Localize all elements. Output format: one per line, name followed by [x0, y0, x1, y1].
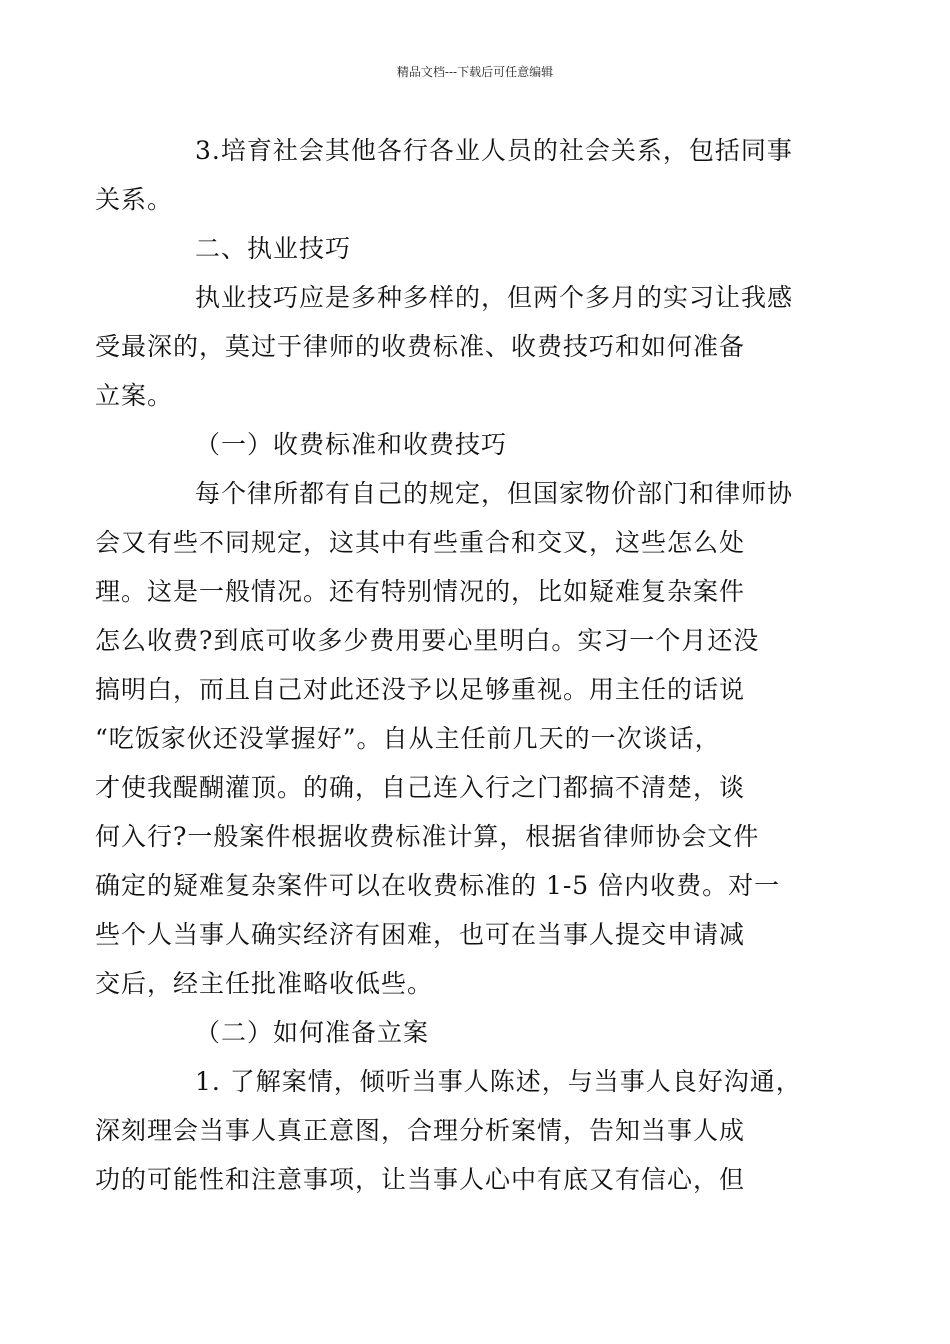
- text-line: 理。这是一般情况。还有特别情况的，比如疑难复杂案件: [95, 577, 746, 606]
- text-line: 关系。: [95, 185, 174, 214]
- text-line: 每个律所都有自己的规定，但国家物价部门和律师协: [195, 479, 794, 508]
- text-line: 些个人当事人确实经济有困难，也可在当事人提交申请减: [95, 920, 746, 949]
- paragraph-social-relations: [95, 126, 810, 224]
- text-line: 功的可能性和注意事项，让当事人心中有底又有信心，但: [95, 1165, 746, 1194]
- text-line: 才使我醍醐灌顶。的确，自己连入行之门都搞不清楚，谈: [95, 773, 746, 802]
- subsection-heading-fee-standards: [145, 420, 810, 469]
- document-body: [95, 126, 810, 1204]
- text-line: 3.培育社会其他各行各业人员的社会关系，包括同事: [195, 136, 793, 165]
- text-line: 1. 了解案情，倾听当事人陈述，与当事人良好沟通，: [195, 1067, 802, 1096]
- text-line: 何入行?一般案件根据收费标准计算，根据省律师协会文件: [95, 822, 760, 851]
- text-line: 交后，经主任批准略收低些。: [95, 969, 434, 998]
- page-header: 精品文档---下载后可任意编辑: [396, 65, 554, 79]
- text-line: （二）如何准备立案: [195, 1018, 430, 1047]
- text-line: 深刻理会当事人真正意图，合理分析案情，告知当事人成: [95, 1116, 746, 1145]
- paragraph-practice-skills-intro: [95, 273, 810, 420]
- paragraph-case-filing-step-1: [95, 1057, 810, 1204]
- paragraph-fee-standards: [95, 469, 810, 1008]
- text-line: 搞明白，而且自己对此还没予以足够重视。用主任的话说: [95, 675, 746, 704]
- subsection-heading-case-filing: [145, 1008, 810, 1057]
- text-line: 怎么收费?到底可收多少费用要心里明白。实习一个月还没: [95, 626, 760, 655]
- text-line: 会又有些不同规定，这其中有些重合和交叉，这些怎么处: [95, 528, 746, 557]
- text-line: 执业技巧应是多种多样的，但两个多月的实习让我感: [195, 283, 794, 312]
- text-line: “吃饭家伙还没掌握好”。自从主任前几天的一次谈话，: [95, 724, 721, 753]
- text-line: 二、执业技巧: [195, 234, 352, 263]
- text-line: 受最深的，莫过于律师的收费标准、收费技巧和如何准备: [95, 332, 746, 361]
- section-heading-practice-skills: [145, 224, 810, 273]
- text-line: 立案。: [95, 381, 174, 410]
- text-line: （一）收费标准和收费技巧: [195, 430, 508, 459]
- text-line: 确定的疑难复杂案件可以在收费标准的 1-5 倍内收费。对一: [95, 871, 781, 900]
